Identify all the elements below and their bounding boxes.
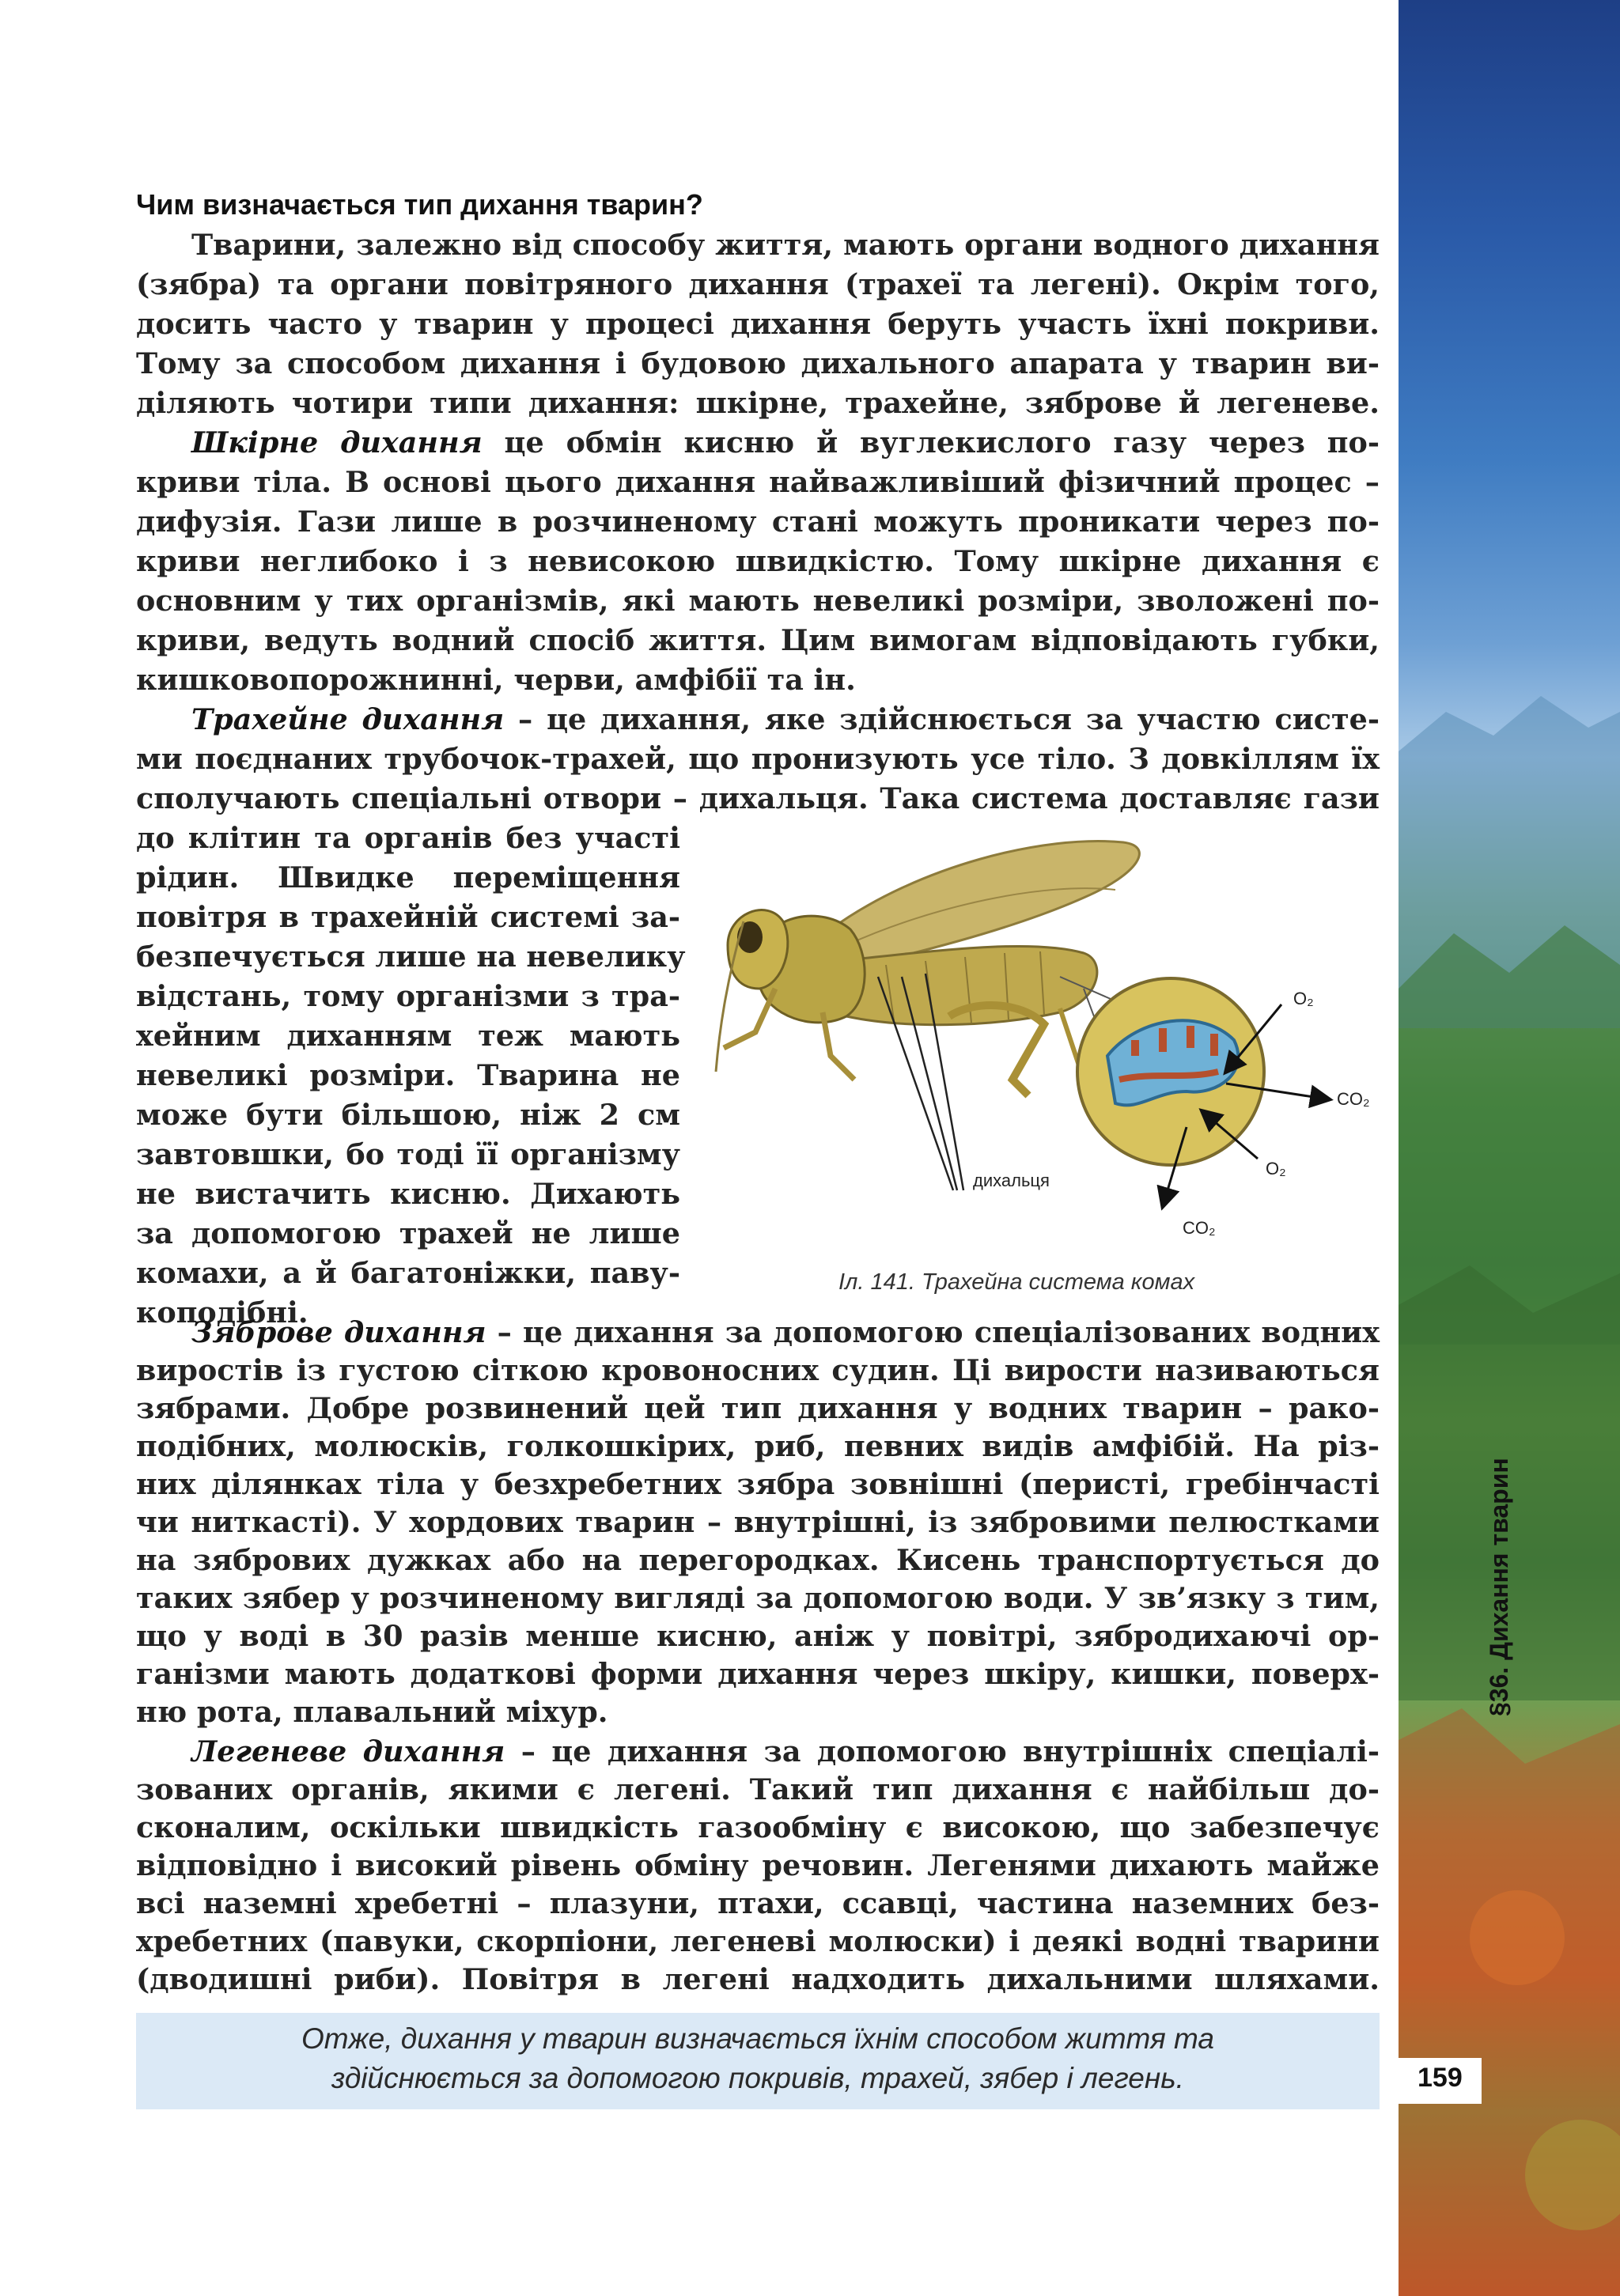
text-line: хребетних (павуки, скорпіони, легеневі молюски) і деякі водні тварини [136,1924,1380,1958]
figure-caption: Іл. 141. Трахейна система комах [838,1269,1195,1295]
text-line: зябрами. Добре розвинений цей тип дихання у водних тварин – рако- [136,1391,1380,1425]
text-line: (дводишні риби). Повітря в легені надходить дихальними шляхами. [136,1962,1380,1996]
text-line: кишковопорожнинні, черви, амфібії та ін. [136,663,856,697]
text-fragment: це обмін кисню й вуглекислого газу через по- [504,426,1380,460]
text-line: ми поєднаних трубочок-трахей, що пронизують усе тіло. З довкіллям їх [136,742,1380,776]
term-skin-respiration: Шкірне дихання [191,426,483,460]
side-decorative-strip [1399,0,1620,2296]
text-line: безпечується лише на невелику [136,940,686,974]
text-line: на зябрових дужках або на перегородках. Кисень транспортується до [136,1543,1380,1577]
text-line: Тому за способом дихання і будовою дихального апарата у тварин ви- [136,346,1380,380]
text-line: них ділянках тіла у безхребетних зябра зовнішні (перисті, гребінчасті [136,1467,1380,1501]
term-gill-respiration: Зяброве дихання [191,1315,486,1349]
text-line: ню рота, плавальний міхур. [136,1695,608,1729]
text-line-with-term [191,1317,1380,1352]
text-fragment: – це дихання, яке здійснюється за участю систе- [518,702,1380,736]
conclusion-box [136,2013,1380,2109]
text-line: досить часто у тварин у процесі дихання беруть участь їхні покриви. [136,307,1380,341]
text-line: сконалим, оскільки швидкість газообміну є високою, що забезпечує [136,1810,1380,1844]
text-line: комахи, а й багатоніжки, паву- [136,1256,680,1290]
text-line: подібних, молюсків, голкошкірих, риб, певних видів амфібій. На різ- [136,1429,1380,1463]
text-line: всі наземні хребетні – плазуни, птахи, ссавці, частина наземних без- [136,1886,1380,1920]
text-fragment: – це дихання за допомогою внутрішніх спеціалі- [520,1734,1380,1768]
text-line: криви тіла. В основі цього дихання найважливіший фізичний процес – [136,465,1380,499]
term-lung-respiration: Легеневе дихання [191,1734,505,1768]
conclusion-line-1: Отже, дихання у тварин визначається їхнім способом життя та [301,2022,1214,2055]
text-line: ганізми мають додаткові форми дихання через шкіру, кишки, поверх- [136,1657,1380,1691]
text-line: рідин. Швидке переміщення [136,861,680,895]
landscape-image [1399,0,1620,2296]
label-o2-bottom: O₂ [1266,1159,1286,1178]
page-number: 159 [1418,2063,1463,2093]
text-line: таких зябер у розчиненому вигляді за допомогою води. У зв’язку з тим, [136,1581,1380,1615]
label-co2-right: CO₂ [1337,1089,1370,1109]
text-line: сполучають спеціальні отвори – дихальця. Така система доставляє гази [136,781,1380,815]
text-line-with-term [191,704,1380,739]
text-line: за допомогою трахей не лише [136,1216,680,1250]
text-line: хейним диханням теж мають [136,1019,680,1053]
text-line: що у воді в 30 разів менше кисню, аніж у повітрі, зябродихаючі ор- [136,1619,1380,1653]
section-heading: Чим визначається тип дихання тварин? [136,188,703,221]
text-line: основним у тих організмів, які мають невеликі розміри, зволожені по- [136,584,1380,618]
text-line: повітря в трахейній системі за- [136,900,680,934]
term-tracheal-respiration: Трахейне дихання [191,702,505,736]
insect-trachea-figure [712,819,1392,1261]
text-fragment: – це дихання за допомогою спеціалізованих водних [497,1315,1380,1349]
text-line: криви неглибоко і з невисокою швидкістю. Тому шкірне дихання є [136,544,1380,578]
text-line: коподібні. [136,1296,308,1330]
label-spiracles: дихальця [973,1171,1050,1190]
text-line: відстань, тому організми з тра- [136,979,680,1013]
text-line: до клітин та органів без участі [136,821,680,855]
label-o2-top: O₂ [1293,989,1314,1008]
text-line: чи ниткасті). У хордових тварин – внутрішні, із зябровими пелюстками [136,1505,1380,1539]
text-line: дифузія. Гази лише в розчиненому стані можуть проникати через по- [136,505,1380,539]
text-line: (зябра) та органи повітряного дихання (трахеї та легені). Окрім того, [136,267,1380,301]
text-line: невеликі розміри. Тварина не [136,1058,680,1092]
label-co2-bottom: CO₂ [1183,1218,1216,1238]
text-line: може бути більшою, ніж 2 см [136,1098,680,1132]
section-title-vertical: §36. Дихання тварин [1485,1458,1513,1716]
text-line: виростів із густою сіткою кровоносних судин. Ці вирости називаються [136,1353,1380,1387]
text-line: завтовшки, бо тоді її організму [136,1137,680,1171]
grasshopper-illustration [712,819,1392,1261]
text-line: відповідно і високий рівень обміну речовин. Легенями дихають майже [136,1848,1380,1882]
text-line: Тварини, залежно від способу життя, мають органи водного дихання [191,228,1380,262]
text-line-with-term [191,1736,1380,1771]
text-line: не вистачить кисню. Дихають [136,1177,680,1211]
text-line: діляють чотири типи дихання: шкірне, трахейне, зяброве й легеневе. [136,386,1380,420]
text-line-with-term [191,427,1380,462]
text-line: криви, ведуть водний спосіб життя. Цим вимогам відповідають губки, [136,623,1380,657]
conclusion-line-2: здійснюється за допомогою покривів, трахей, зябер і легень. [331,2062,1184,2094]
text-line: зованих органів, якими є легені. Такий тип дихання є найбільш до- [136,1772,1380,1806]
